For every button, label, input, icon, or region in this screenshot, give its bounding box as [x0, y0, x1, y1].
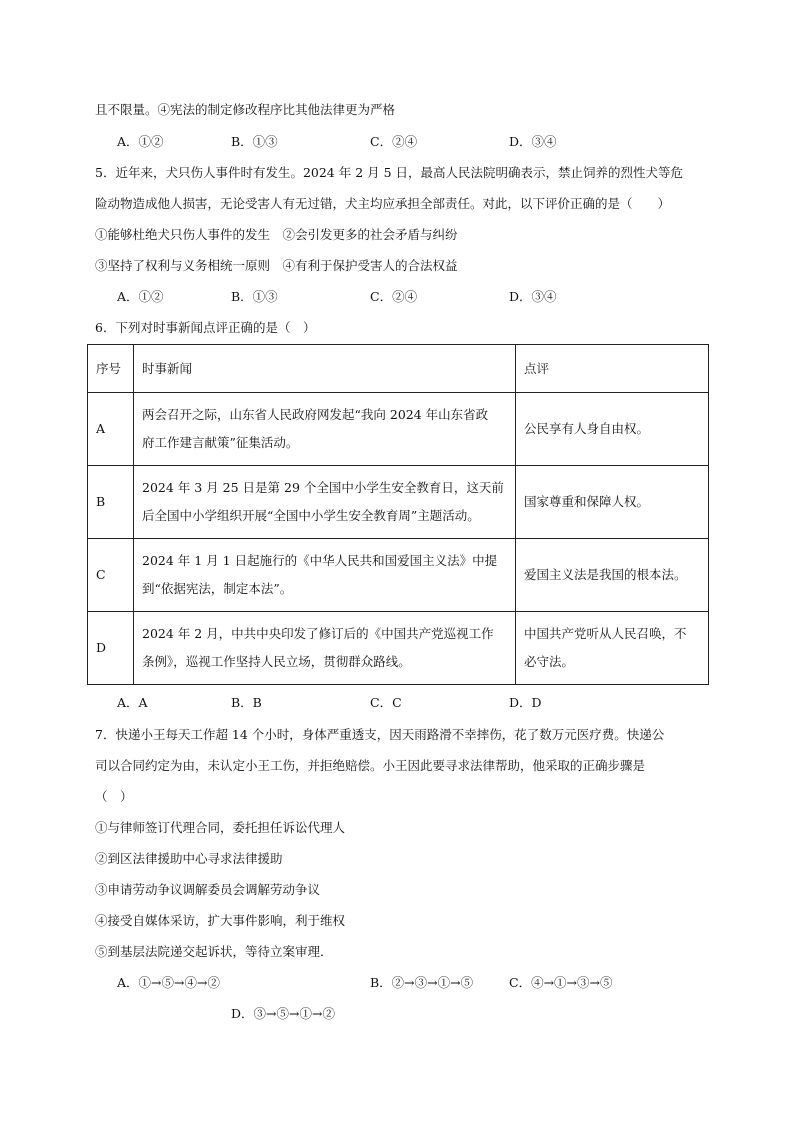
- row-id: B: [88, 466, 134, 539]
- row-comment-line-1: 爱国主义法是我国的根本法。: [524, 567, 687, 582]
- table-header-row: [88, 345, 709, 393]
- q7-item-2: ②到区法律援助中心寻求法律援助: [95, 851, 283, 866]
- table-row: [88, 393, 709, 466]
- row-news: [134, 612, 516, 685]
- q5-option-b: B．①③: [231, 289, 278, 304]
- row-news: [134, 393, 516, 466]
- row-news-line-2: 条例》，巡视工作坚持人民立场，贯彻群众路线。: [142, 654, 411, 669]
- table-row: [88, 466, 709, 539]
- row-id: C: [88, 539, 134, 612]
- row-comment: [516, 466, 709, 539]
- q7-stem-line-1: 7．快递小王每天工作超 14 个小时，身体严重透支，因天雨路滑不幸摔伤，花了数万元医疗费。快递公: [95, 727, 665, 742]
- q6-stem: 6．下列对时事新闻点评正确的是（ ）: [95, 320, 316, 335]
- q4-statement-tail: 且不限量。④宪法的制定修改程序比其他法律更为严格: [95, 102, 396, 117]
- row-news: [134, 539, 516, 612]
- row-news-line-1: 2024 年 2 月，中共中央印发了修订后的《中国共产党巡视工作: [142, 626, 494, 641]
- row-comment-line-1: 公民享有人身自由权。: [524, 421, 650, 436]
- q7-option-b: B．②→③→①→⑤: [370, 975, 474, 990]
- q5-items-line-2: ③坚持了权利与义务相统一原则 ④有利于保护受害人的合法权益: [95, 258, 458, 273]
- row-id: A: [88, 393, 134, 466]
- row-news-line-2: 后全国中小学组织开展“全国中小学生安全教育周”主题活动。: [142, 508, 480, 523]
- header-news: 时事新闻: [134, 345, 516, 393]
- row-comment-line-2: 必守法。: [524, 654, 575, 669]
- q6-option-b: B．B: [231, 695, 262, 710]
- q7-stem-line-3: （ ）: [95, 789, 133, 804]
- q7-option-a: A．①→⑤→④→②: [117, 975, 220, 990]
- row-comment: [516, 539, 709, 612]
- table-row: [88, 612, 709, 685]
- row-id: D: [88, 612, 134, 685]
- q4-option-a: A．①②: [117, 134, 164, 149]
- row-comment-line-1: 国家尊重和保障人权。: [524, 494, 650, 509]
- q7-option-d: D．③→⑤→①→②: [231, 1006, 335, 1021]
- q6-option-c: C．C: [370, 695, 402, 710]
- q6-option-d: D．D: [509, 695, 542, 710]
- row-comment: [516, 612, 709, 685]
- q5-option-c: C．②④: [370, 289, 418, 304]
- q7-item-1: ①与律师签订代理合同，委托担任诉讼代理人: [95, 820, 346, 835]
- q4-option-d: D．③④: [509, 134, 557, 149]
- q5-option-d: D．③④: [509, 289, 557, 304]
- table-row: [88, 539, 709, 612]
- q7-item-4: ④接受自媒体采访，扩大事件影响，利于维权: [95, 913, 346, 928]
- header-index: 序号: [88, 345, 134, 393]
- row-news-line-1: 2024 年 3 月 25 日是第 29 个全国中小学生安全教育日，这天前: [142, 480, 504, 495]
- row-news-line-1: 2024 年 1 月 1 日起施行的《中华人民共和国爱国主义法》中提: [142, 553, 498, 568]
- q4-option-b: B．①③: [231, 134, 278, 149]
- q5-items-line-1: ①能够杜绝犬只伤人事件的发生 ②会引发更多的社会矛盾与纠纷: [95, 227, 458, 242]
- row-comment: [516, 393, 709, 466]
- row-news-line-2: 到“依据宪法，制定本法”。: [142, 581, 293, 596]
- q4-option-c: C．②④: [370, 134, 418, 149]
- q5-stem-line-1: 5．近年来，犬只伤人事件时有发生。2024 年 2 月 5 日，最高人民法院明确表示，禁止饲养的烈性犬等危: [95, 165, 684, 180]
- q7-option-c: C．④→①→③→⑤: [509, 975, 613, 990]
- news-table: [87, 344, 709, 685]
- header-comment: 点评: [516, 345, 709, 393]
- row-news-line-2: 府工作建言献策”征集活动。: [142, 435, 299, 450]
- q6-option-a: A．A: [117, 695, 148, 710]
- row-comment-line-1: 中国共产党听从人民召唤，不: [524, 626, 687, 641]
- row-news: [134, 466, 516, 539]
- q5-option-a: A．①②: [117, 289, 164, 304]
- q7-item-3: ③申请劳动争议调解委员会调解劳动争议: [95, 882, 321, 897]
- q5-stem-line-2: 险动物造成他人损害，无论受害人有无过错，犬主均应承担全部责任。对此，以下评价正确的是（ ）: [95, 196, 671, 211]
- q7-item-5: ⑤到基层法院递交起诉状，等待立案审理．: [95, 944, 333, 959]
- row-news-line-1: 两会召开之际，山东省人民政府网发起“我向 2024 年山东省政: [142, 407, 489, 422]
- q7-stem-line-2: 司以合同约定为由，未认定小王工伤，并拒绝赔偿。小王因此要寻求法律帮助，他采取的正确步骤是: [95, 758, 646, 773]
